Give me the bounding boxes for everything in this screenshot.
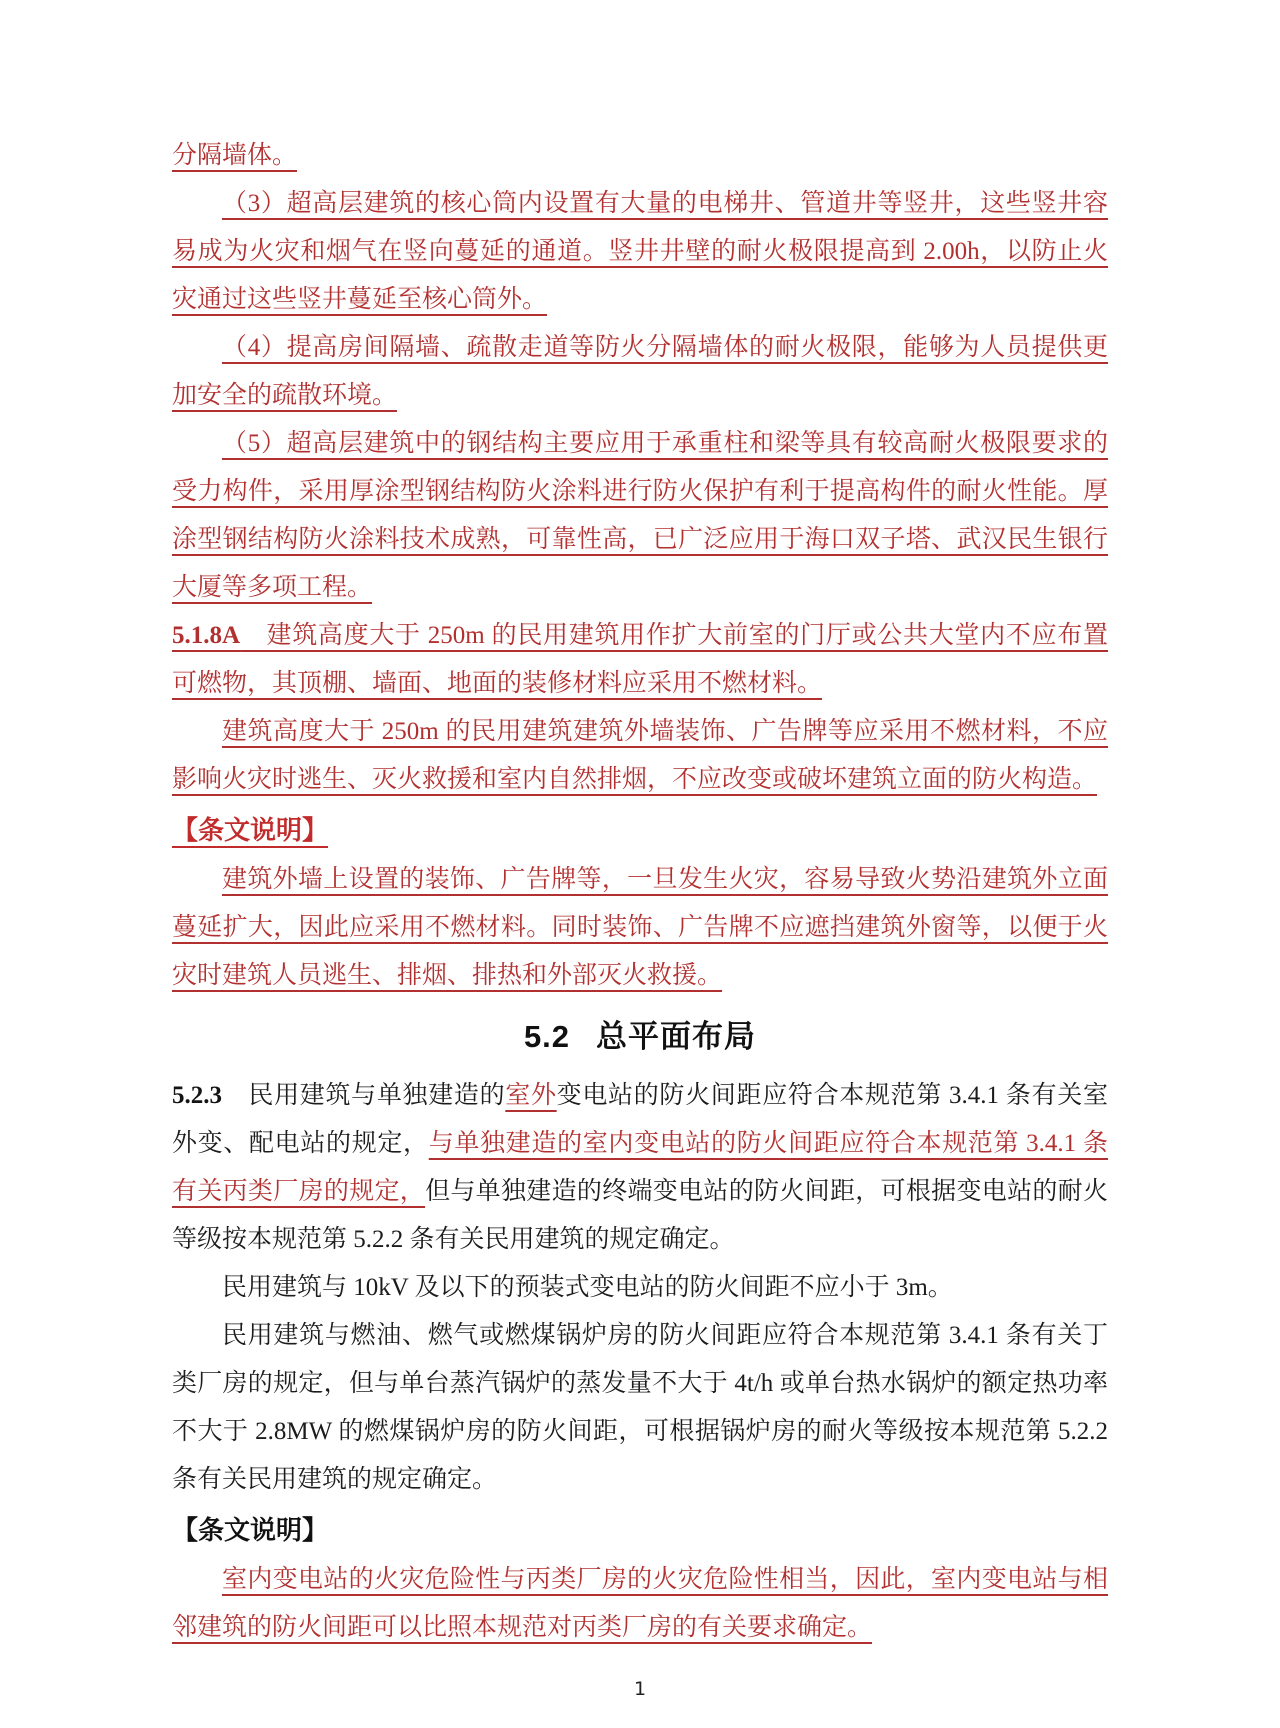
body-paragraph xyxy=(172,1072,1108,1264)
text-run: 但与单独建造的终端变电站的防火间距，可根据变电站的耐火等级按本规范第 5.2.2 条有关民用建筑的规定确定。 xyxy=(172,1178,1108,1253)
body-paragraph xyxy=(172,708,1108,804)
text-run: 室外 xyxy=(505,1082,557,1109)
body-paragraph xyxy=(172,612,1108,708)
text-run: 建筑外墙上设置的装饰、广告牌等，一旦发生火灾，容易导致火势沿建筑外立面蔓延扩大，因此应采用不燃材料。同时装饰、广告牌不应遮挡建筑外窗等，以便于火灾时建筑人员逃生、排烟、排热和外部灭火救援。 xyxy=(172,866,1108,989)
document-body xyxy=(172,132,1115,1652)
text-run: 民用建筑与 10kV 及以下的预装式变电站的防火间距不应小于 3m。 xyxy=(222,1274,953,1301)
body-paragraph xyxy=(172,1312,1115,1504)
body-paragraph xyxy=(172,1556,1108,1652)
text-run: 室内变电站的火灾危险性与丙类厂房的火灾危险性相当，因此，室内变电站与相邻建筑的防火间距可以比照本规范对丙类厂房的有关要求确定。 xyxy=(172,1566,1108,1641)
section-heading xyxy=(172,1010,1108,1064)
section-title: 总平面布局 xyxy=(596,1019,757,1054)
body-paragraph xyxy=(172,856,1108,1000)
page-number: 1 xyxy=(633,1678,647,1700)
text-run: （3）超高层建筑的核心筒内设置有大量的电梯井、管道井等竖井，这些竖井容易成为火灾和烟气在竖向蔓延的通道。竖井井壁的耐火极限提高到 2.00h，以防止火灾通过这些竖井蔓延至核心筒外。 xyxy=(172,190,1108,313)
body-paragraph xyxy=(172,132,1108,180)
text-run: 建筑高度大于 250m 的民用建筑用作扩大前室的门厅或公共大堂内不应布置可燃物，其顶棚、墙面、地面的装修材料应采用不燃材料。 xyxy=(172,622,1108,697)
body-paragraph xyxy=(172,420,1108,612)
text-run: 5.1.8A xyxy=(172,622,241,649)
body-paragraph xyxy=(172,1264,1108,1312)
commentary-heading: 【条文说明】 xyxy=(172,815,329,845)
text-run: 民用建筑与燃油、燃气或燃煤锅炉房的防火间距应符合本规范第 3.4.1 条有关丁类厂房的规定，但与单台蒸汽锅炉的蒸发量不大于 4t/h 或单台热水锅炉的额定热功率不大于 2.8MW 的燃煤锅炉房的防火间距，可根据锅炉房的耐火等级按本规范第 5.2.2 条有关民用建筑的规定确定。 xyxy=(172,1322,1115,1493)
section-number: 5.2 xyxy=(523,1019,571,1054)
text-run: 分隔墙体。 xyxy=(172,142,298,169)
text-run: 与单独建造的室内变电站的防火间距应符合本规范第 3.4.1 条有关丙类厂房的规定， xyxy=(172,1130,1108,1205)
text-run: 民用建筑与单独建造的 xyxy=(222,1082,506,1109)
text-run: 5.2.3 xyxy=(172,1082,222,1109)
text-run: 变电站的防火间距应符合本规范第 3.4.1 条有关室外变、配电站的规定， xyxy=(172,1082,1108,1157)
text-run: （4）提高房间隔墙、疏散走道等防火分隔墙体的耐火极限，能够为人员提供更加安全的疏散环境。 xyxy=(172,334,1108,409)
text-run: （5）超高层建筑中的钢结构主要应用于承重柱和梁等具有较高耐火极限要求的受力构件，采用厚涂型钢结构防火涂料进行防火保护有利于提高构件的耐火性能。厚涂型钢结构防火涂料技术成熟，可靠性高，已广泛应用于海口双子塔、武汉民生银行大厦等多项工程。 xyxy=(172,430,1108,601)
body-paragraph xyxy=(172,324,1108,420)
text-run: 建筑高度大于 250m 的民用建筑建筑外墙装饰、广告牌等应采用不燃材料，不应影响火灾时逃生、灭火救援和室内自然排烟，不应改变或破坏建筑立面的防火构造。 xyxy=(172,718,1108,793)
body-paragraph xyxy=(172,180,1108,324)
commentary-heading: 【条文说明】 xyxy=(172,1515,329,1545)
